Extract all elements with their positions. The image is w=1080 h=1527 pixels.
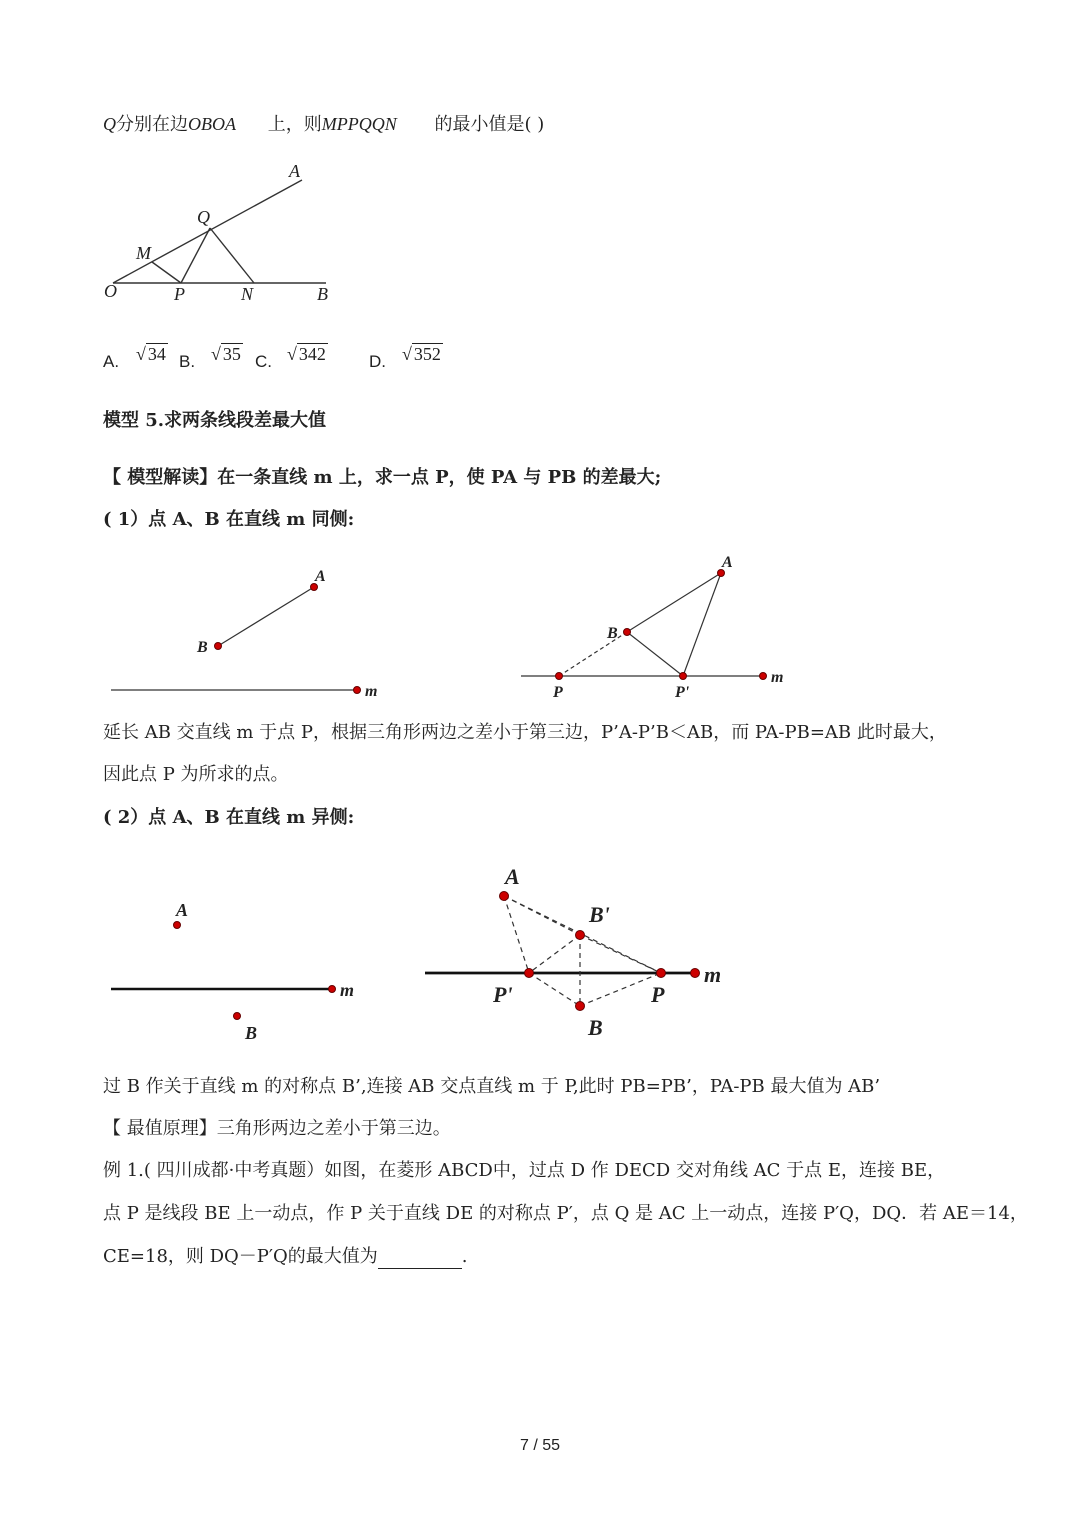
example-line3-text: CE=18，则 DQ－P′Q的最大值为: [103, 1246, 378, 1267]
option-b-radicand: 35: [222, 344, 241, 364]
figure-opposite-side-right: [425, 864, 721, 1040]
fig3r-label-Bprime: B': [589, 902, 610, 927]
option-b-letter: B.: [179, 352, 196, 371]
option-b-value: √ 35: [211, 344, 241, 364]
section-title: 模型 5.求两条线段差最大值: [103, 410, 327, 431]
fig2l-label-A: A: [315, 568, 326, 585]
fig3l-label-m: m: [340, 980, 355, 1000]
figure-same-side-left: [111, 568, 377, 700]
option-c-value: √ 342: [287, 344, 326, 364]
fig3r-label-m: m: [704, 962, 722, 987]
example-line1: 例 1.( 四川成都·中考真题）如图，在菱形 ABCD中，过点 D 作 DECD 交对角线 AC 于点 E，连接 BE，: [103, 1160, 946, 1181]
fig2l-label-m: m: [365, 683, 378, 700]
page-number: 7 / 55: [519, 1437, 561, 1454]
fig2r-label-A: A: [722, 554, 733, 571]
q-expr: MPPQQN: [321, 114, 397, 134]
model-intro: 【 模型解读】在一条直线 m 上，求一点 P，使 PA 与 PB 的差最大;: [103, 467, 662, 488]
q-suffix: 的最小值是( ): [434, 114, 545, 135]
figure-opposite-side-left: [111, 900, 354, 1043]
option-d-value: √ 352: [402, 344, 441, 364]
fig1-label-N: N: [241, 284, 254, 304]
fig1-label-A: A: [289, 161, 300, 181]
fig1-label-B: B: [317, 284, 328, 304]
fig2r-label-Pprime: P': [675, 684, 690, 701]
option-d-radicand: 352: [413, 344, 441, 364]
example-line3-end: .: [461, 1246, 468, 1267]
case2-text: 过 B 作关于直线 m 的对称点 B’,连接 AB 交点直线 m 于 P,此时 PB=PB’，PA-PB 最大值为 AB’: [103, 1076, 881, 1097]
fig3r-label-B: B: [588, 1015, 603, 1040]
fig2l-label-B: B: [197, 639, 208, 656]
figure-same-side-right: [521, 554, 783, 701]
q-on: 上，则: [267, 114, 322, 135]
seg-mp: [152, 262, 181, 283]
fig1-label-Q: Q: [197, 207, 210, 227]
case1-title: ( 1）点 A、B 在直线 m 同侧:: [103, 509, 355, 530]
q-edges: OBOA: [188, 114, 236, 134]
principle: 【 最值原理】三角形两边之差小于第三边。: [103, 1118, 451, 1139]
case2-title: ( 2）点 A、B 在直线 m 异侧:: [103, 807, 355, 828]
fig2r-label-m: m: [771, 669, 784, 686]
q-prefix: Q: [103, 114, 116, 134]
example-line2: 点 P 是线段 BE 上一动点，作 P 关于直线 DE 的对称点 P′，点 Q 是 AC 上一动点，连接 P′Q，DQ．若 AE＝14，: [103, 1203, 1028, 1224]
fig3r-label-P: P: [651, 982, 665, 1007]
example-line3: [103, 1245, 468, 1269]
option-a-letter: A.: [103, 352, 120, 371]
fig1-label-O: O: [104, 281, 117, 301]
option-c-radicand: 342: [298, 344, 326, 364]
fig1-label-P: P: [174, 284, 185, 304]
answer-blank: [378, 1250, 462, 1269]
option-a-radicand: 34: [147, 344, 166, 364]
option-d-letter: D.: [369, 352, 386, 371]
fig3l-label-A: A: [176, 900, 189, 920]
fig3l-label-B: B: [245, 1023, 258, 1043]
option-a-value: √ 34: [136, 344, 166, 364]
option-c-letter: C.: [255, 352, 272, 371]
seg-qn: [210, 228, 254, 283]
fig3r-label-A: A: [505, 864, 520, 889]
q-mid: 分别在边: [116, 114, 188, 135]
fig3r-label-Pprime: P': [493, 982, 513, 1007]
case1-text-line2: 因此点 P 为所求的点。: [103, 764, 289, 785]
seg-pq: [181, 228, 210, 283]
case1-text-line1: 延长 AB 交直线 m 于点 P，根据三角形两边之差小于第三边，P’A-P’B＜AB，而 PA-PB=AB 此时最大，: [103, 722, 947, 743]
fig2r-label-B: B: [607, 625, 618, 642]
fig1-label-M: M: [136, 243, 151, 263]
fig2r-label-P: P: [553, 684, 563, 701]
